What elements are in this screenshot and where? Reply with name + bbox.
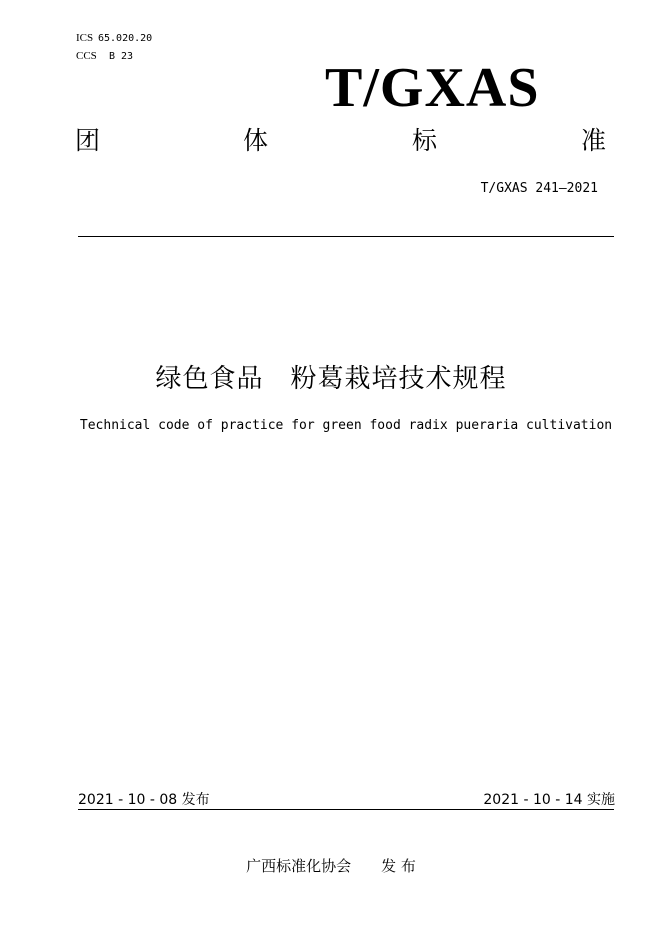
title-english: Technical code of practice for green food radix pueraria cultivation	[79, 418, 613, 433]
bottom-divider	[78, 809, 614, 810]
title-chinese: 绿色食品 粉葛栽培技术规程	[155, 364, 507, 394]
implementation-date: 2021 - 10 - 14 实施	[483, 792, 615, 808]
standard-number: T/GXAS 241—2021	[480, 181, 598, 196]
issuing-organization: 广西标准化协会 发 布	[246, 857, 416, 875]
publish-date: 2021 - 10 - 08 发布	[78, 792, 210, 808]
ccs-code: B 23	[109, 51, 134, 62]
category-char-2: 体	[243, 126, 269, 155]
ccs-label: CCS	[76, 50, 97, 62]
category-char-4: 准	[581, 126, 607, 155]
category-char-1: 团	[75, 126, 101, 155]
ics-code: 65.020.20	[98, 33, 153, 44]
top-divider	[78, 236, 614, 237]
ics-label: ICS	[76, 32, 94, 44]
category-char-3: 标	[412, 126, 438, 155]
standard-brand-logo: T/GXAS	[325, 57, 540, 119]
